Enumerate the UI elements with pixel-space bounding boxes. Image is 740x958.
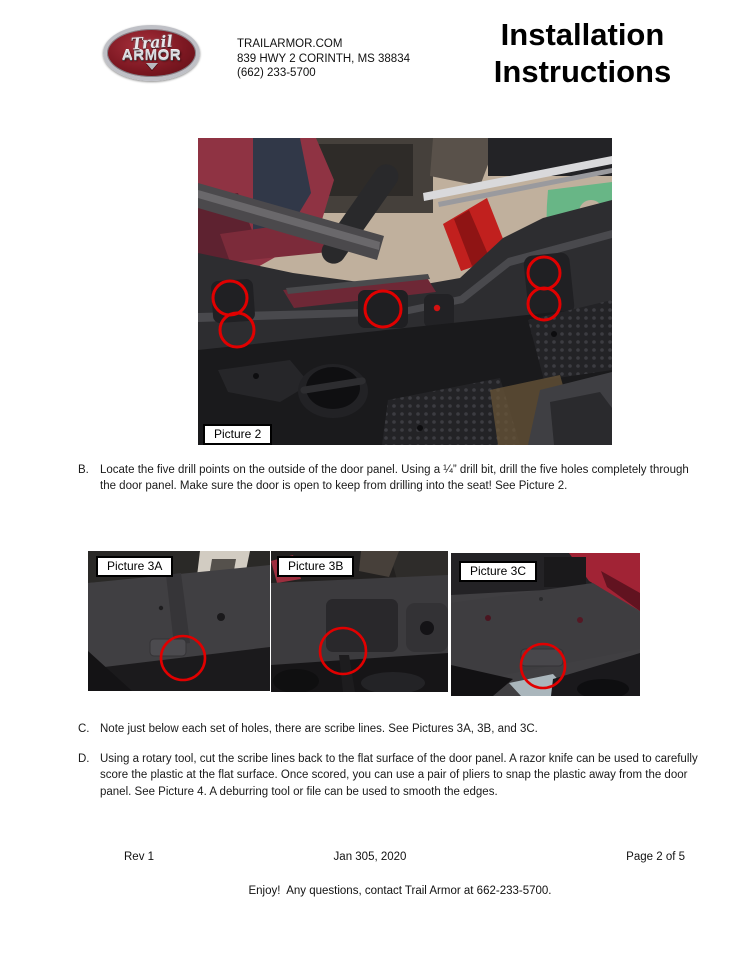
date-label: Jan 305, 2020 bbox=[333, 851, 407, 863]
page-number: Page 2 of 5 bbox=[626, 851, 685, 863]
logo-triangle-ornament bbox=[146, 63, 158, 70]
step-b-letter: B. bbox=[78, 464, 89, 476]
contact-line: Enjoy! Any questions, contact Trail Armor at 662-233-5700. bbox=[248, 885, 552, 897]
page-title-line1: Installation bbox=[500, 17, 665, 52]
picture-3b-label: Picture 3B bbox=[277, 556, 354, 577]
logo-script-text: Trail bbox=[130, 31, 173, 54]
step-d-letter: D. bbox=[78, 753, 90, 765]
step-c-letter: C. bbox=[78, 723, 90, 735]
picture-3c-photo bbox=[451, 553, 640, 696]
page-title bbox=[450, 16, 715, 90]
picture-2-label: Picture 2 bbox=[203, 424, 272, 445]
door-panel-drill-points-illustration bbox=[198, 138, 612, 445]
revision-label: Rev 1 bbox=[124, 851, 155, 863]
picture-3a-photo bbox=[88, 551, 270, 691]
company-phone: (662) 233-5700 bbox=[237, 67, 316, 79]
page-title-line2: Instructions bbox=[493, 54, 672, 89]
company-address: 839 HWY 2 CORINTH, MS 38834 bbox=[237, 52, 410, 65]
picture-3c-label: Picture 3C bbox=[459, 561, 537, 582]
company-info bbox=[237, 37, 410, 81]
step-b-text: Locate the five drill points on the outside of the door panel. Using a ¼” drill bit, drill the five holes completely through the door panel. Make sure the door is open to keep from drilling into the seat! See Picture 2. bbox=[100, 464, 689, 493]
picture-3a-label: Picture 3A bbox=[96, 556, 173, 577]
picture-3b-photo bbox=[271, 551, 448, 692]
logo-armor-text: ARMOR bbox=[121, 47, 182, 64]
picture-2-photo bbox=[198, 138, 612, 445]
trail-armor-logo bbox=[103, 25, 200, 81]
company-website: TRAILARMOR.COM bbox=[237, 38, 343, 50]
step-c-text: Note just below each set of holes, there are scribe lines. See Pictures 3A, 3B, and 3C. bbox=[100, 723, 538, 735]
step-d-text: Using a rotary tool, cut the scribe lines back to the flat surface of the door panel. A razor knife can be used to carefully score the plastic at the flat surface. Once scored, you can use a pair of pliers to snap the plastic away from the door panel. See Picture 4. A deburring tool or file can be used to smooth the edges. bbox=[100, 753, 698, 798]
factory-red-dot bbox=[434, 305, 440, 311]
